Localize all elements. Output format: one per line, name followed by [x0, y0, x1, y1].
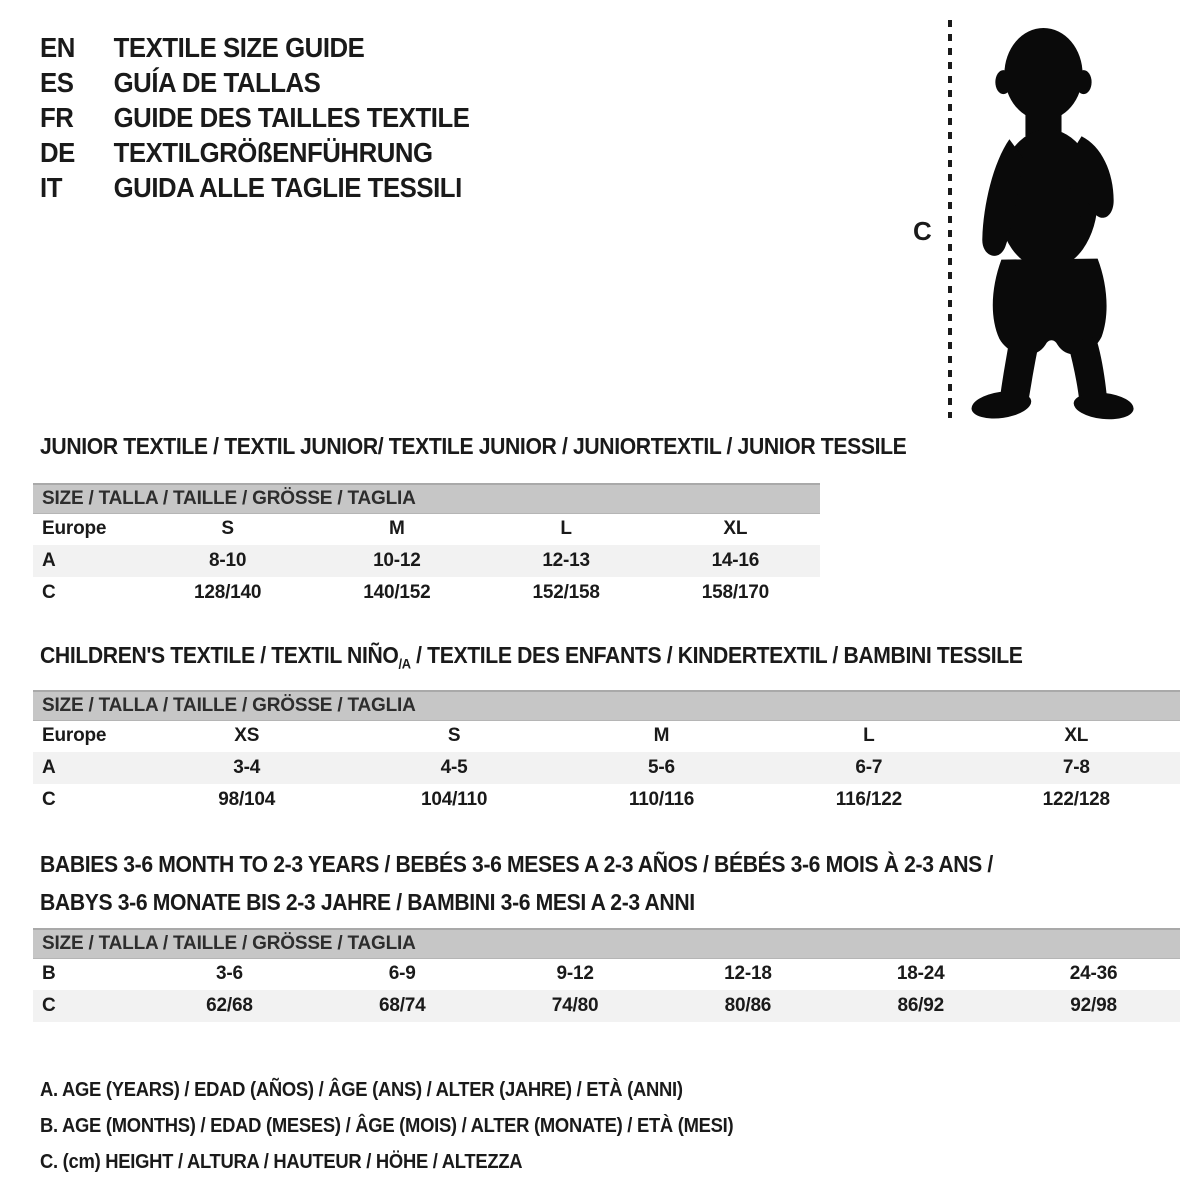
months-cell: 6-9 [388, 963, 416, 985]
size-cell: XL [723, 518, 748, 540]
size-cell: S [447, 725, 461, 747]
language-code: IT [40, 171, 62, 203]
months-cell: 3-6 [215, 963, 243, 985]
age-cell: 10-12 [312, 545, 481, 577]
table-header-row [33, 929, 1180, 958]
table-row-months [33, 958, 1180, 990]
height-cell: 122/128 [1042, 789, 1110, 810]
language-code: DE [40, 136, 75, 168]
language-row [40, 170, 469, 205]
height-cell: 68/74 [316, 990, 489, 1022]
babies-section-title [40, 845, 993, 921]
size-cell: L [863, 725, 875, 747]
children-section-title [40, 642, 1023, 672]
row-label: Europe [42, 725, 107, 747]
junior-section-title: JUNIOR TEXTILE / TEXTIL JUNIOR/ TEXTILE JUNIOR / JUNIORTEXTIL / JUNIOR TESSILE [40, 433, 907, 459]
size-cell: M [389, 518, 405, 540]
height-cell: 92/98 [1007, 990, 1180, 1022]
months-cell: 12-18 [724, 963, 772, 985]
height-cell: 110/116 [628, 789, 695, 810]
size-cell: L [560, 518, 572, 540]
row-label: C [33, 990, 143, 1022]
table-header-row [33, 484, 820, 513]
row-label: A [33, 545, 143, 577]
table-row-height [33, 577, 820, 609]
height-measure-label: C [913, 216, 932, 246]
height-cell: 80/86 [661, 990, 834, 1022]
size-table-header: SIZE / TALLA / TAILLE / GRÖSSE / TAGLIA [33, 484, 820, 513]
table-row-age [33, 752, 1180, 784]
size-cell: M [653, 725, 670, 747]
months-cell: 9-12 [556, 963, 594, 985]
legend-line-b: B. AGE (MONTHS) / EDAD (MESES) / ÂGE (MOIS) / ALTER (MONATE) / ETÀ (MESI) [40, 1114, 734, 1137]
table-row-europe [33, 513, 820, 545]
language-code: FR [40, 101, 74, 133]
children-size-table [33, 690, 1180, 816]
language-title: GUIDE DES TAILLES TEXTILE [113, 101, 470, 133]
age-cell: 3-4 [143, 752, 350, 784]
table-row-height [33, 990, 1180, 1022]
table-row-age [33, 545, 820, 577]
babies-title-line1: BABIES 3-6 MONTH TO 2-3 YEARS / BEBÉS 3-6 MESES A 2-3 AÑOS / BÉBÉS 3-6 MOIS À 2-3 ANS / [40, 851, 993, 877]
row-label: B [42, 963, 56, 985]
language-title: GUIDA ALLE TAGLIE TESSILI [113, 171, 462, 203]
size-table-header: SIZE / TALLA / TAILLE / GRÖSSE / TAGLIA [33, 929, 1180, 958]
age-cell: 12-13 [482, 545, 651, 577]
legend-line-c: C. (cm) HEIGHT / ALTURA / HAUTEUR / HÖHE / ALTEZZA [40, 1150, 523, 1173]
babies-size-table [33, 928, 1180, 1022]
age-cell: 14-16 [651, 545, 820, 577]
junior-size-table [33, 483, 820, 609]
height-cell: 98/104 [218, 789, 276, 810]
height-cell: 152/158 [532, 582, 600, 603]
children-title-suffix: / TEXTILE DES ENFANTS / KINDERTEXTIL / BAMBINI TESSILE [410, 642, 1023, 668]
language-title: GUÍA DE TALLAS [113, 66, 321, 98]
legend-line-a: A. AGE (YEARS) / EDAD (AÑOS) / ÂGE (ANS) / ALTER (JAHRE) / ETÀ (ANNI) [40, 1078, 683, 1101]
months-cell: 18-24 [896, 963, 945, 985]
row-label: C [42, 582, 56, 603]
legend [40, 1072, 794, 1180]
row-label: A [33, 752, 143, 784]
size-cell: XS [234, 725, 260, 747]
toddler-silhouette-icon [962, 24, 1140, 420]
height-cell: 158/170 [701, 582, 770, 603]
children-title-prefix: CHILDREN'S TEXTILE / TEXTIL NIÑO [40, 642, 399, 668]
language-title: TEXTILGRÖßENFÜHRUNG [113, 136, 433, 168]
age-cell: 7-8 [973, 752, 1180, 784]
row-label: C [42, 789, 56, 810]
age-cell: 6-7 [765, 752, 972, 784]
age-cell: 5-6 [558, 752, 765, 784]
height-cell: 104/110 [420, 789, 488, 810]
table-row-europe [33, 720, 1180, 752]
height-cell: 86/92 [834, 990, 1007, 1022]
table-row-height [33, 784, 1180, 816]
height-cell: 128/140 [193, 582, 262, 603]
height-cell: 140/152 [363, 582, 431, 603]
months-cell: 24-36 [1069, 963, 1118, 985]
language-code: ES [40, 66, 74, 98]
language-title: TEXTILE SIZE GUIDE [113, 31, 365, 63]
language-row [40, 65, 469, 100]
size-table-header: SIZE / TALLA / TAILLE / GRÖSSE / TAGLIA [33, 691, 1180, 720]
size-cell: S [221, 518, 234, 540]
children-title-sub: /A [398, 655, 411, 672]
language-row [40, 100, 469, 135]
language-code: EN [40, 31, 75, 63]
height-cell: 62/68 [143, 990, 316, 1022]
height-cell: 74/80 [489, 990, 662, 1022]
table-header-row [33, 691, 1180, 720]
age-cell: 4-5 [350, 752, 557, 784]
size-cell: XL [1064, 725, 1089, 747]
babies-title-line2: BABYS 3-6 MONATE BIS 2-3 JAHRE / BAMBINI 3-6 MESI A 2-3 ANNI [40, 889, 695, 915]
language-row [40, 30, 469, 65]
height-cell: 116/122 [835, 789, 902, 810]
row-label: Europe [42, 518, 107, 540]
language-list [40, 30, 507, 205]
height-dashed-line [948, 20, 952, 418]
age-cell: 8-10 [143, 545, 312, 577]
language-row [40, 135, 469, 170]
